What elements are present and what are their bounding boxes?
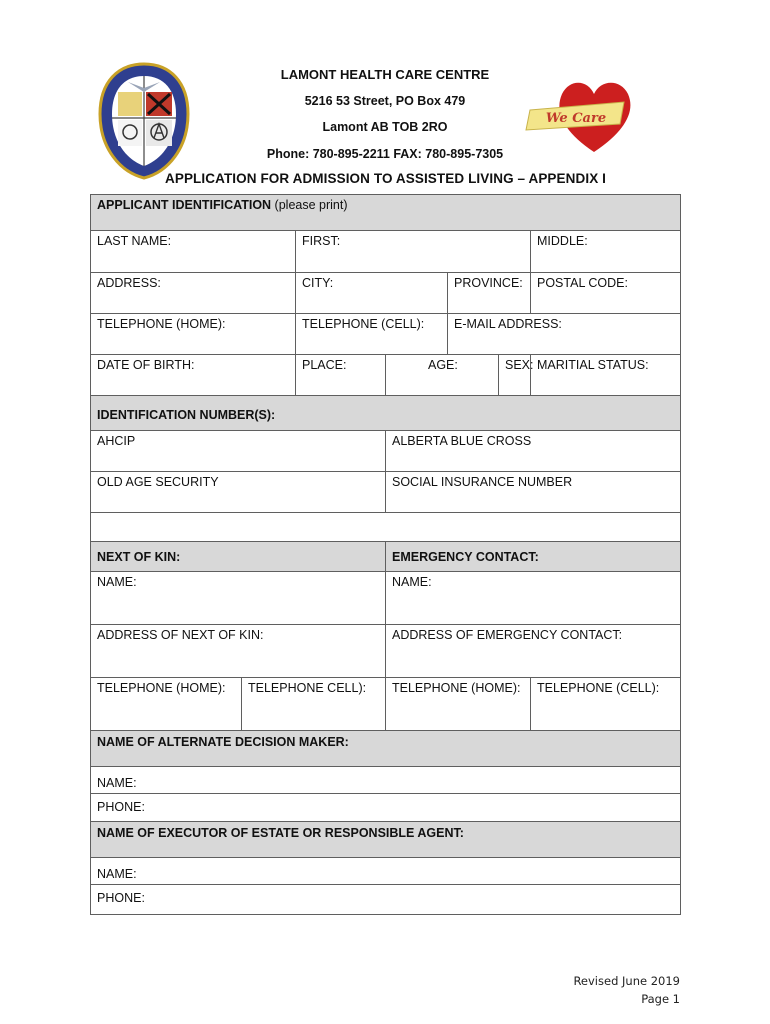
- emergency-name-field[interactable]: [386, 572, 681, 625]
- admission-form-table: [90, 194, 681, 915]
- applicant-identification-heading: [91, 195, 681, 231]
- executor-name-label: NAME:: [97, 867, 137, 881]
- organization-street: 5216 53 Street, PO Box 479: [304, 94, 466, 108]
- we-care-heart-logo: [524, 72, 640, 156]
- kin-telephone-home-field[interactable]: [91, 678, 242, 731]
- emergency-telephone-home-field[interactable]: [386, 678, 531, 731]
- next-of-kin-heading-text: NEXT OF KIN:: [97, 550, 181, 564]
- first-name-label: FIRST:: [302, 234, 341, 248]
- organization-city: Lamont AB TOB 2RO: [322, 120, 448, 134]
- blank-spacer-row: [91, 513, 681, 542]
- kin-name-field[interactable]: [91, 572, 386, 625]
- telephone-home-field[interactable]: [91, 314, 296, 355]
- executor-heading-text: NAME OF EXECUTOR OF ESTATE OR RESPONSIBLE AGENT:: [97, 826, 464, 840]
- kin-telephone-cell-label: TELEPHONE CELL):: [248, 681, 367, 695]
- ahcip-label: AHCIP: [97, 434, 136, 448]
- age-field[interactable]: [386, 355, 499, 396]
- alberta-blue-cross-label: ALBERTA BLUE CROSS: [392, 434, 532, 448]
- decision-maker-phone-label: PHONE:: [97, 800, 145, 814]
- identification-numbers-heading: [91, 396, 681, 431]
- telephone-cell-field[interactable]: [296, 314, 448, 355]
- sex-field[interactable]: [499, 355, 534, 396]
- executor-phone-field[interactable]: [91, 885, 681, 915]
- emergency-telephone-cell-field[interactable]: [531, 678, 681, 731]
- emergency-telephone-cell-label: TELEPHONE (CELL):: [537, 681, 660, 695]
- revision-date: Revised June 2019: [573, 974, 680, 988]
- social-insurance-number-field[interactable]: [386, 472, 681, 513]
- executor-heading: [91, 822, 681, 858]
- telephone-home-label: TELEPHONE (HOME):: [97, 317, 226, 331]
- kin-address-field[interactable]: [91, 625, 386, 678]
- kin-telephone-cell-field[interactable]: [242, 678, 386, 731]
- place-field[interactable]: [296, 355, 386, 396]
- identification-heading-text: IDENTIFICATION NUMBER(S):: [97, 408, 276, 422]
- email-field[interactable]: [448, 314, 681, 355]
- emergency-address-label: ADDRESS OF EMERGENCY CONTACT:: [392, 628, 623, 642]
- decision-maker-name-field[interactable]: [91, 767, 681, 794]
- address-field[interactable]: [91, 273, 296, 314]
- postal-code-label: POSTAL CODE:: [537, 276, 628, 290]
- province-label: PROVINCE:: [454, 276, 523, 290]
- organization-name: LAMONT HEALTH CARE CENTRE: [280, 67, 490, 82]
- emergency-name-label: NAME:: [392, 575, 432, 589]
- marital-status-field[interactable]: [531, 355, 681, 396]
- date-of-birth-label: DATE OF BIRTH:: [97, 358, 195, 372]
- email-label: E-MAIL ADDRESS:: [454, 317, 562, 331]
- church-seal-logo: [98, 62, 190, 180]
- first-name-field[interactable]: [296, 231, 531, 273]
- old-age-security-label: OLD AGE SECURITY: [97, 475, 219, 489]
- postal-code-field[interactable]: [531, 273, 681, 314]
- applicant-heading-note: (please print): [271, 198, 348, 212]
- we-care-badge-text: We Care: [545, 111, 607, 126]
- executor-name-field[interactable]: [91, 858, 681, 885]
- emergency-telephone-home-label: TELEPHONE (HOME):: [392, 681, 521, 695]
- old-age-security-field[interactable]: [91, 472, 386, 513]
- alternate-decision-maker-heading: [91, 731, 681, 767]
- decision-maker-heading-text: NAME OF ALTERNATE DECISION MAKER:: [97, 735, 349, 749]
- social-insurance-number-label: SOCIAL INSURANCE NUMBER: [392, 475, 573, 489]
- emergency-address-field[interactable]: [386, 625, 681, 678]
- city-label: CITY:: [302, 276, 334, 290]
- emergency-contact-heading: [386, 542, 681, 572]
- kin-address-label: ADDRESS OF NEXT OF KIN:: [97, 628, 264, 642]
- age-label: AGE:: [428, 358, 458, 372]
- province-field[interactable]: [448, 273, 531, 314]
- city-field[interactable]: [296, 273, 448, 314]
- kin-name-label: NAME:: [97, 575, 137, 589]
- applicant-heading-text: APPLICANT IDENTIFICATION: [97, 198, 272, 212]
- address-label: ADDRESS:: [97, 276, 161, 290]
- organization-phone-fax: Phone: 780-895-2211 FAX: 780-895-7305: [266, 147, 504, 161]
- sex-label: SEX:: [505, 358, 534, 372]
- executor-phone-label: PHONE:: [97, 891, 145, 905]
- ahcip-field[interactable]: [91, 431, 386, 472]
- page-number: Page 1: [641, 992, 680, 1006]
- marital-status-label: MARITIAL STATUS:: [537, 358, 649, 372]
- kin-telephone-home-label: TELEPHONE (HOME):: [97, 681, 226, 695]
- last-name-label: LAST NAME:: [97, 234, 172, 248]
- date-of-birth-field[interactable]: [91, 355, 296, 396]
- emergency-contact-heading-text: EMERGENCY CONTACT:: [392, 550, 539, 564]
- middle-name-label: MIDDLE:: [537, 234, 588, 248]
- next-of-kin-heading: [91, 542, 386, 572]
- decision-maker-phone-field[interactable]: [91, 794, 681, 822]
- last-name-field[interactable]: [91, 231, 296, 273]
- middle-name-field[interactable]: [531, 231, 681, 273]
- decision-maker-name-label: NAME:: [97, 776, 137, 790]
- place-label: PLACE:: [302, 358, 347, 372]
- alberta-blue-cross-field[interactable]: [386, 431, 681, 472]
- document-title: APPLICATION FOR ADMISSION TO ASSISTED LIVING – APPENDIX I: [165, 171, 606, 186]
- telephone-cell-label: TELEPHONE (CELL):: [302, 317, 425, 331]
